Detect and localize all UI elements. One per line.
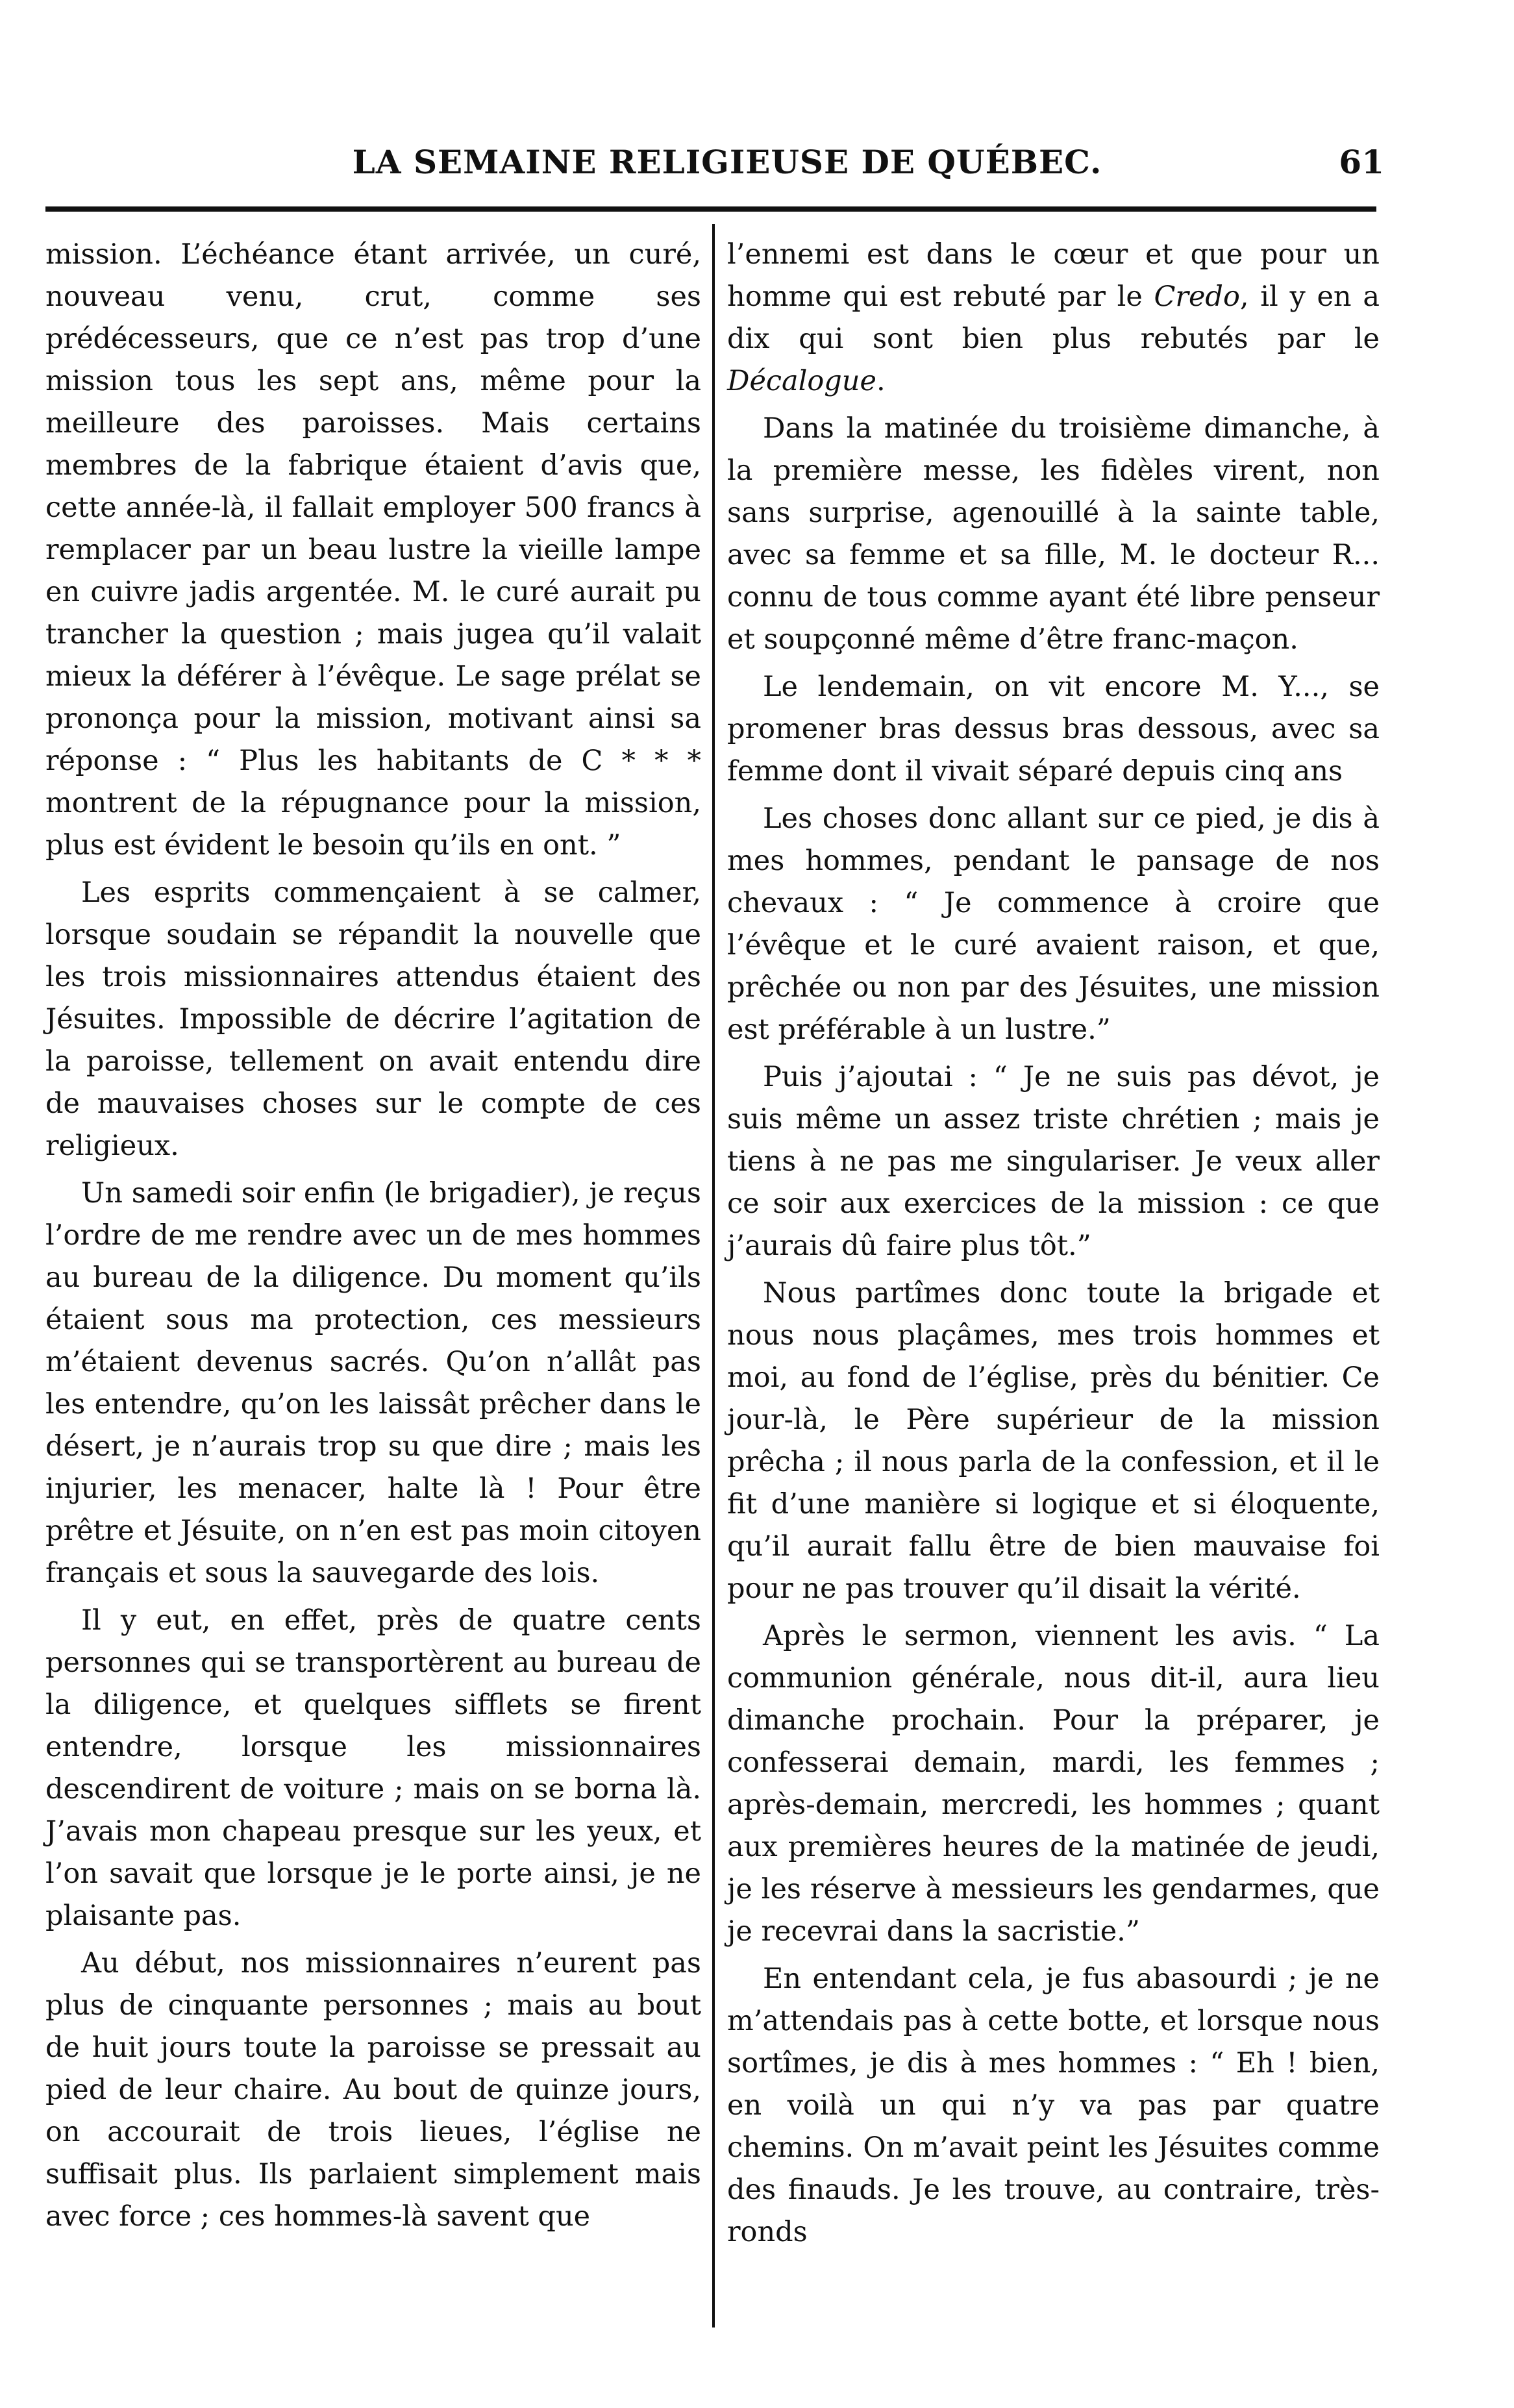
paragraph: Dans la matinée du troisième dimanche, à la première messe, les fidèles virent, non sans surprise, agenouillé à la sainte table, avec sa femme et sa fille, M. le docteur R... connu de tous comme ayant été libre penseur et soupçonné même d’être franc-maçon. [727, 412, 1380, 656]
header-rule [45, 206, 1376, 212]
paragraph: Il y eut, en effet, près de quatre cents personnes qui se transportèrent au bureau de la diligence, et quelques sifflets se firent entendre, lorsque les missionnaires descendirent de voiture ; mais on se borna là. J’avais mon chapeau presque sur les yeux, et l’on savait que lorsque je le porte ainsi, je ne plaisante pas. [45, 1604, 701, 1932]
italic-title-credo: Credo [1154, 280, 1240, 313]
left-column [45, 234, 701, 2243]
paragraph: Après le sermon, viennent les avis. “ La communion générale, nous dit-il, aura lieu dimanche prochain. Pour la préparer, je confesserai demain, mardi, les femmes ; après-demain, mercredi, les hommes ; quant aux premières heures de la matinée de jeudi, je les réserve à messieurs les gendarmes, que je recevrai dans la sacristie.” [727, 1620, 1380, 1948]
text-run: , il y en a dix qui sont bien plus rebutés par le [727, 280, 1380, 355]
right-column [727, 234, 1380, 2259]
italic-title-decalogue: Décalogue [727, 365, 876, 397]
text-run: . [876, 365, 886, 397]
page-number: 61 [1339, 143, 1384, 181]
paragraph: Le lendemain, on vit encore M. Y..., se promener bras dessus bras dessous, avec sa femme dont il vivait séparé depuis cinq ans [727, 671, 1380, 788]
column-divider [712, 224, 715, 2327]
paragraph: En entendant cela, je fus abasourdi ; je ne m’attendais pas à cette botte, et lorsque nous sortîmes, je dis à mes hommes : “ Eh ! bien, en voilà un qui n’y va pas par quatre chemins. On m’avait peint les Jésuites comme des finauds. Je les trouve, au contraire, très-ronds [727, 1963, 1380, 2248]
paragraph: Un samedi soir enfin (le brigadier), je reçus l’ordre de me rendre avec un de mes hommes au bureau de la diligence. Du moment qu’ils étaient sous ma protection, ces messieurs m’étaient devenus sacrés. Qu’on n’allât pas les entendre, qu’on les laissât prêcher dans le désert, je n’aurais trop su que dire ; mais les injurier, les menacer, halte là ! Pour être prêtre et Jésuite, on n’en est pas moin citoyen français et sous la sauvegarde des lois. [45, 1177, 701, 1589]
paragraph: Les esprits commençaient à se calmer, lorsque soudain se répandit la nouvelle que les trois missionnaires attendus étaient des Jésuites. Impossible de décrire l’agitation de la paroisse, tellement on avait entendu dire de mauvaises choses sur le compte de ces religieux. [45, 876, 701, 1162]
paragraph: Nous partîmes donc toute la brigade et nous nous plaçâmes, mes trois hommes et moi, au fond de l’église, près du bénitier. Ce jour-là, le Père supérieur de la mission prêcha ; il nous parla de la confession, et il le fit d’une manière si logique et si éloquente, qu’il aurait fallu être de bien mauvaise foi pour ne pas trouver qu’il disait la vérité. [727, 1277, 1380, 1605]
paragraph [727, 234, 1380, 403]
running-title: LA SEMAINE RELIGIEUSE DE QUÉBEC. [352, 143, 1102, 181]
text-run: l’ennemi est dans le cœur et que pour un homme qui est rebuté par le [727, 238, 1380, 313]
paragraph: Au début, nos missionnaires n’eurent pas plus de cinquante personnes ; mais au bout de huit jours toute la paroisse se pressait au pied de leur chaire. Au bout de quinze jours, on accourait de trois lieues, l’église ne suffisait plus. Ils parlaient simplement mais avec force ; ces hommes-là savent que [45, 1947, 701, 2233]
paragraph: Puis j’ajoutai : “ Je ne suis pas dévot, je suis même un assez triste chrétien ; mais je tiens à ne pas me singulariser. Je veux aller ce soir aux exercices de la mission : ce que j’aurais dû faire plus tôt.” [727, 1061, 1380, 1262]
paragraph: Les choses donc allant sur ce pied, je dis à mes hommes, pendant le pansage de nos chevaux : “ Je commence à croire que l’évêque et le curé avaient raison, et que, prêchée ou non par des Jésuites, une mission est préférable à un lustre.” [727, 802, 1380, 1046]
paragraph: mission. L’échéance étant arrivée, un curé, nouveau venu, crut, comme ses prédécesseurs, que ce n’est pas trop d’une mission tous les sept ans, même pour la meilleure des paroisses. Mais certains membres de la fabrique étaient d’avis que, cette année-là, il fallait employer 500 francs à remplacer par un beau lustre la vieille lampe en cuivre jadis argentée. M. le curé aurait pu trancher la question ; mais jugea qu’il valait mieux la déférer à l’évêque. Le sage prélat se prononça pour la mission, motivant ainsi sa réponse : “ Plus les habitants de C * * * montrent de la répugnance pour la mission, plus est évident le besoin qu’ils en ont. ” [45, 238, 701, 862]
